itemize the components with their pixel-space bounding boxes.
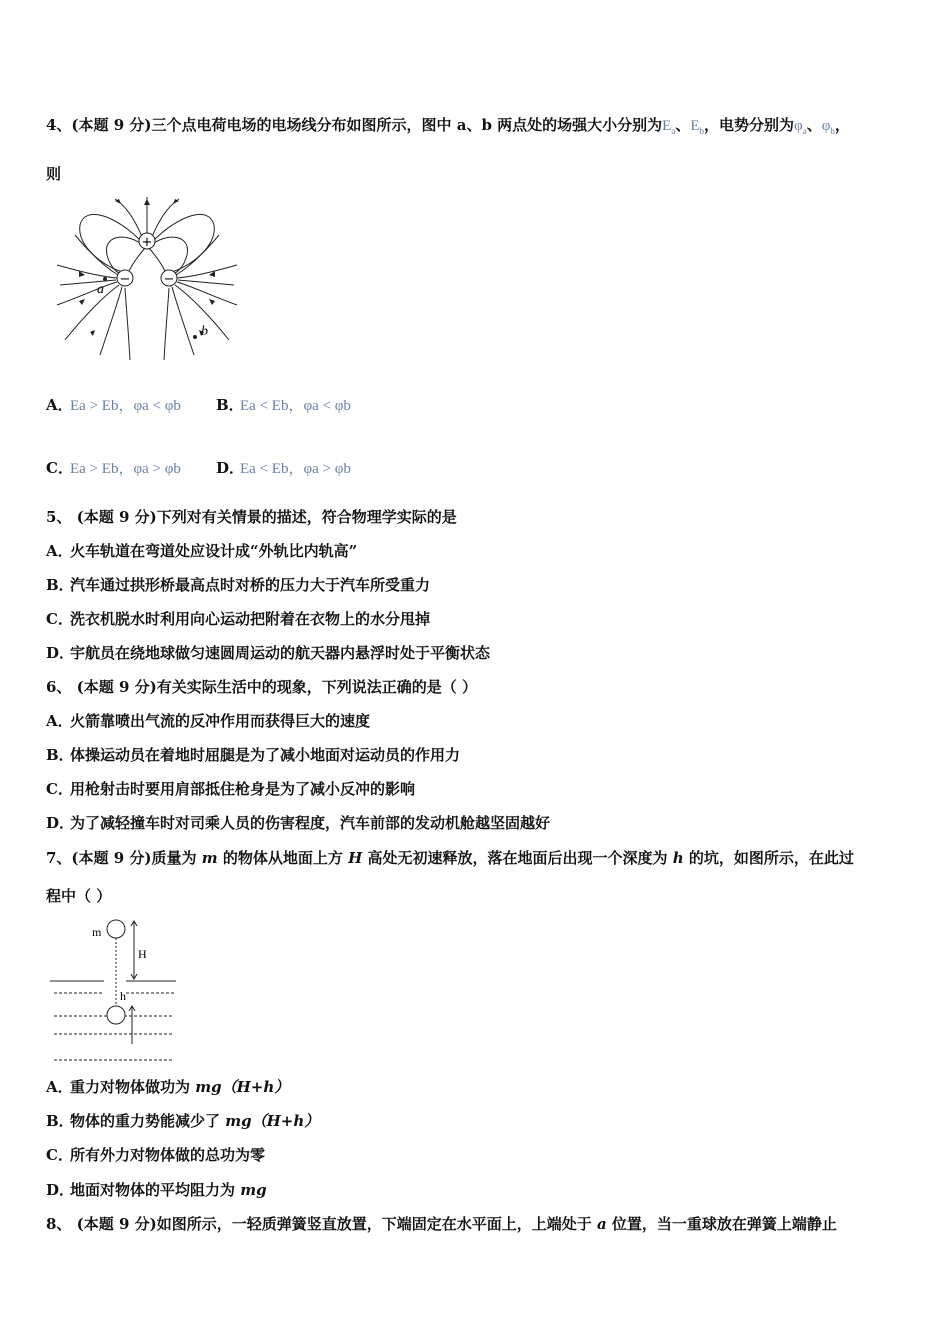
q6-option-b[interactable]: B．体操运动员在着地时屈腿是为了减小地面对运动员的作用力 xyxy=(46,746,461,764)
height-H-label: H xyxy=(138,947,147,961)
q6-option-a[interactable]: A．火箭靠喷出气流的反冲作用而获得巨大的速度 xyxy=(46,712,371,730)
Ea-symbol: $E_a$ xyxy=(662,118,676,136)
q4-option-c[interactable]: C．Ea > Eb，φa > φb xyxy=(46,459,181,477)
q4-option-a[interactable]: A．Ea > Eb，φa < φb xyxy=(46,396,181,414)
q5-option-c[interactable]: C．洗衣机脱水时利用向心运动把附着在衣物上的水分甩掉 xyxy=(46,610,431,628)
q6-stem: 6、 (本题 9 分)有关实际生活中的现象，下列说法正确的是（ ） xyxy=(46,678,477,696)
point-b-label: b xyxy=(201,324,208,339)
falling-ball-figure xyxy=(46,912,186,1067)
q7-stem: 7、(本题 9 分)质量为 m 的物体从地面上方 H 高处无初速释放，落在地面后出现一个深度为 h 的坑，如图所示，在此过 xyxy=(46,849,854,867)
phi-a-symbol: $\varphi_a$ xyxy=(794,118,807,136)
q4-stem: 4、(本题 9 分)三个点电荷电场的电场线分布如图所示，图中 a、b 两点处的场强大小分别为$E_a$、$E_b$，电势分别为$\varphi_a$、$\varphi_b$， xyxy=(46,116,850,136)
q7-stem-line2: 程中（ ） xyxy=(46,887,112,905)
Eb-symbol: $E_b$ xyxy=(690,118,705,136)
q7-option-b[interactable]: B．物体的重力势能减少了 mg（H+h） xyxy=(46,1112,320,1130)
q5-option-d[interactable]: D．宇航员在绕地球做匀速圆周运动的航天器内悬浮时处于平衡状态 xyxy=(46,644,491,662)
electric-field-figure xyxy=(55,195,245,365)
q5-stem: 5、 (本题 9 分)下列对有关情景的描述，符合物理学实际的是 xyxy=(46,508,457,526)
mass-label: m xyxy=(92,925,102,939)
phi-b-symbol: $\varphi_b$ xyxy=(821,118,835,136)
minus-charge-right-label: − xyxy=(163,272,175,287)
q6-option-c[interactable]: C．用枪射击时要用肩部抵住枪身是为了减小反冲的影响 xyxy=(46,780,416,798)
point-a-label: a xyxy=(97,282,104,297)
q4-stem-line2: 则 xyxy=(46,165,62,183)
q5-option-a[interactable]: A．火车轨道在弯道处应设计成“外轨比内轨高” xyxy=(46,542,358,560)
q8-stem: 8、 (本题 9 分)如图所示，一轻质弹簧竖直放置，下端固定在水平面上，上端处于 a 位置，当一重球放在弹簧上端静止 xyxy=(46,1215,837,1233)
q7-option-d[interactable]: D．地面对物体的平均阻力为 mg xyxy=(46,1181,267,1199)
q7-option-c[interactable]: C．所有外力对物体做的总功为零 xyxy=(46,1146,266,1164)
q4-option-b[interactable]: B．Ea < Eb，φa < φb xyxy=(216,396,351,414)
depth-h-label: h xyxy=(120,989,126,1003)
q7-option-a[interactable]: A．重力对物体做功为 mg（H+h） xyxy=(46,1078,290,1096)
q4-option-d[interactable]: D．Ea < Eb，φa > φb xyxy=(216,459,351,477)
minus-charge-left-label: − xyxy=(119,272,131,287)
plus-charge-label: + xyxy=(141,235,153,250)
q5-option-b[interactable]: B．汽车通过拱形桥最高点时对桥的压力大于汽车所受重力 xyxy=(46,576,431,594)
q6-option-d[interactable]: D．为了减轻撞车时对司乘人员的伤害程度，汽车前部的发动机舱越坚固越好 xyxy=(46,814,551,832)
